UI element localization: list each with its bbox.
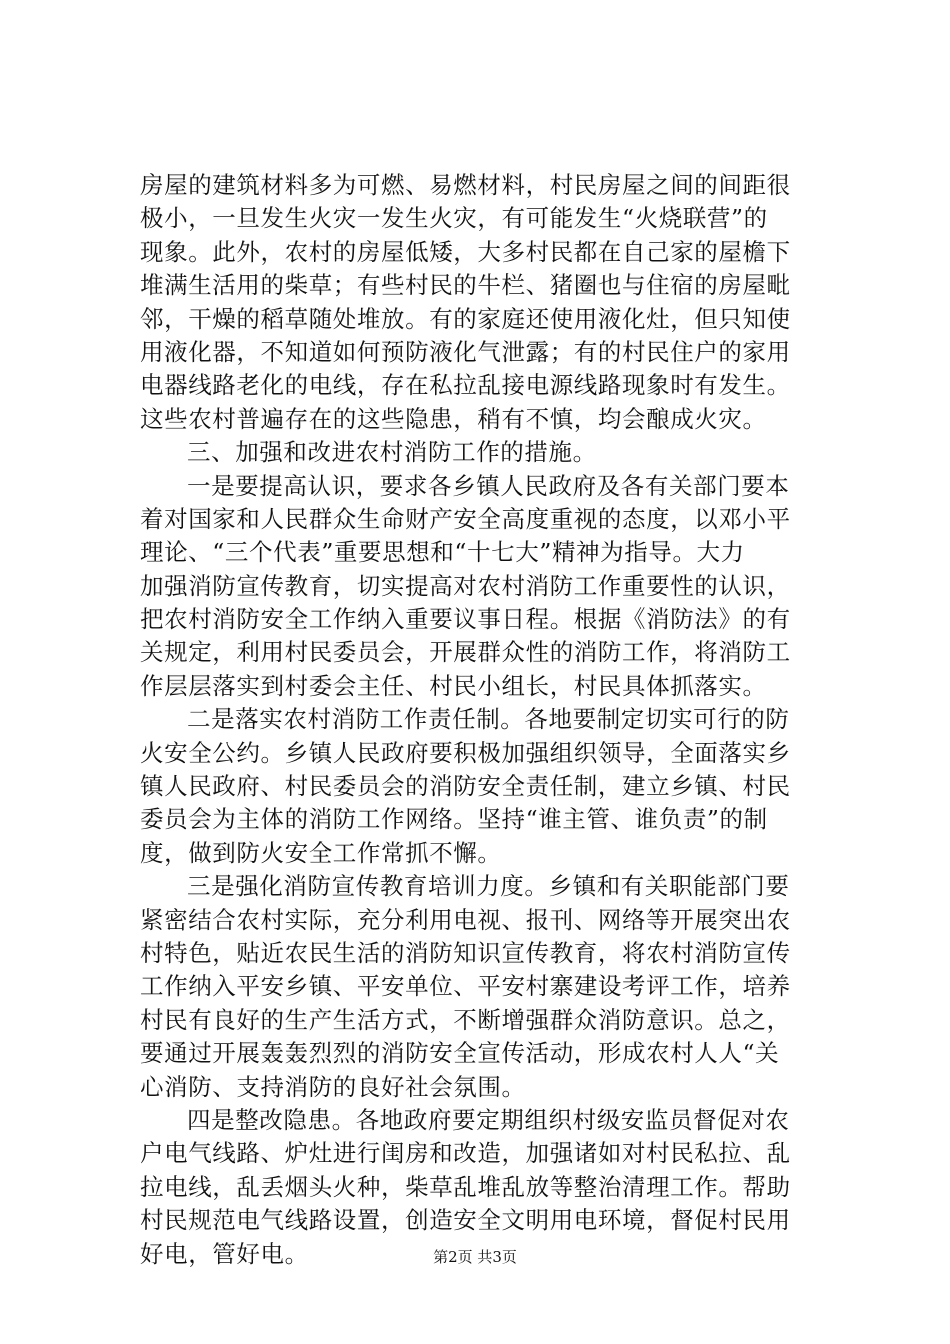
paragraph-start-line: 二是落实农村消防工作责任制。各地要制定切实可行的防 xyxy=(187,705,790,734)
text-line: 镇人民政府、村民委员会的消防安全责任制，建立乡镇、村民 xyxy=(140,772,791,801)
page-number-footer: 第2页 共3页 xyxy=(433,1248,517,1266)
text-line: 理论、“三个代表”重要思想和“十七大”精神为指导。大力 xyxy=(140,538,745,567)
text-line: 度，做到防火安全工作常抓不懈。 xyxy=(140,838,502,867)
paragraph-start-line: 三是强化消防宣传教育培训力度。乡镇和有关职能部门要 xyxy=(187,872,790,901)
text-line: 工作纳入平安乡镇、平安单位、平安村寨建设考评工作，培养 xyxy=(140,972,791,1001)
text-line: 现象。此外，农村的房屋低矮，大多村民都在自己家的屋檐下 xyxy=(140,237,791,266)
text-line: 好电，管好电。 xyxy=(140,1239,309,1268)
text-line: 拉电线，乱丢烟头火种，柴草乱堆乱放等整治清理工作。帮助 xyxy=(140,1172,791,1201)
text-line: 邻，干燥的稻草随处堆放。有的家庭还使用液化灶，但只知使 xyxy=(140,304,791,333)
text-line: 着对国家和人民群众生命财产安全高度重视的态度，以邓小平 xyxy=(140,504,791,533)
text-line: 户电气线路、炉灶进行闺房和改造，加强诸如对村民私拉、乱 xyxy=(140,1139,791,1168)
text-line: 委员会为主体的消防工作网络。坚持“谁主管、谁负责”的制 xyxy=(140,805,768,834)
paragraph-start-line: 一是要提高认识，要求各乡镇人民政府及各有关部门要本 xyxy=(187,471,790,500)
text-line: 作层层落实到村委会主任、村民小组长，村民具体抓落实。 xyxy=(140,671,767,700)
text-line: 关规定，利用村民委员会，开展群众性的消防工作，将消防工 xyxy=(140,638,791,667)
section-heading: 三、加强和改进农村消防工作的措施。 xyxy=(187,438,597,467)
text-line: 这些农村普遍存在的这些隐患，稍有不慎，均会酿成火灾。 xyxy=(140,404,767,433)
text-line: 房屋的建筑材料多为可燃、易燃材料，村民房屋之间的间距很 xyxy=(140,171,791,199)
text-line: 要通过开展轰轰烈烈的消防安全宣传活动，形成农村人人“关 xyxy=(140,1039,780,1068)
text-line: 用液化器，不知道如何预防液化气泄露；有的村民住户的家用 xyxy=(140,337,791,366)
text-line: 火安全公约。乡镇人民政府要积极加强组织领导，全面落实乡 xyxy=(140,738,791,767)
text-line: 电器线路老化的电线，存在私拉乱接电源线路现象时有发生。 xyxy=(140,371,791,400)
text-line: 把农村消防安全工作纳入重要议事日程。根据《消防法》的有 xyxy=(140,605,791,634)
text-line: 堆满生活用的柴草；有些村民的牛栏、猪圈也与住宿的房屋毗 xyxy=(140,271,791,300)
text-line: 心消防、支持消防的良好社会氛围。 xyxy=(140,1072,526,1101)
text-line: 加强消防宣传教育，切实提高对农村消防工作重要性的认识， xyxy=(140,571,791,600)
paragraph-start-line: 四是整改隐患。各地政府要定期组织村级安监员督促对农 xyxy=(187,1105,790,1134)
text-line: 极小，一旦发生火灾一发生火灾，有可能发生“火烧联营”的 xyxy=(140,204,768,233)
text-line: 紧密结合农村实际，充分利用电视、报刊、网络等开展突出农 xyxy=(140,905,791,934)
text-line: 村民有良好的生产生活方式，不断增强群众消防意识。总之， xyxy=(140,1005,791,1034)
text-line: 村特色，贴近农民生活的消防知识宣传教育，将农村消防宣传 xyxy=(140,938,791,967)
body-text xyxy=(140,169,820,1271)
text-line: 村民规范电气线路设置，创造安全文明用电环境，督促村民用 xyxy=(140,1206,791,1235)
